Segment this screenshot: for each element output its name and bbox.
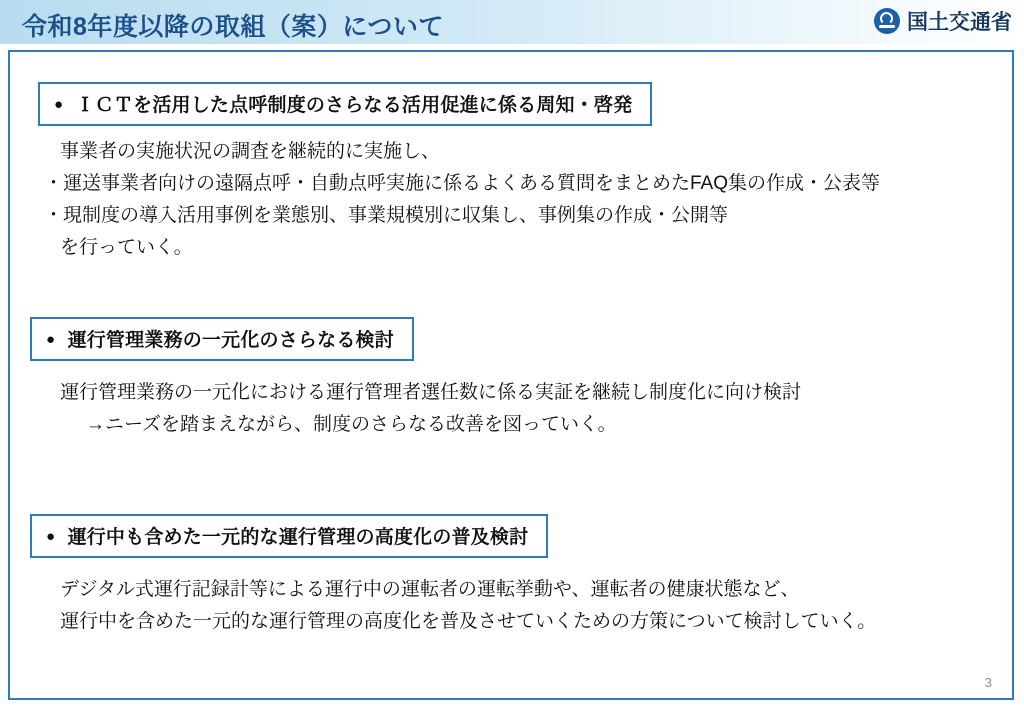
ministry-name: 国土交通省 [907, 11, 1012, 34]
section-body [38, 136, 880, 264]
section-heading-box [38, 82, 652, 126]
section-in-transit-management [30, 514, 876, 638]
body-line: ・運送事業者向けの遠隔点呼・自動点呼実施に係るよくある質問をまとめたFAQ集の作成・公表等 [44, 172, 881, 194]
bullet-icon: ● [54, 96, 64, 113]
section-body [30, 574, 876, 638]
section-ict-promotion [38, 82, 880, 264]
body-line: →ニーズを踏まえながら、制度のさらなる改善を図っていく。 [86, 413, 617, 435]
section-heading-box [30, 514, 548, 558]
content-frame [8, 50, 1014, 700]
slide-header [0, 0, 1024, 44]
section-heading-label: 運行中も含めた一元的な運行管理の高度化の普及検討 [67, 527, 529, 548]
body-line: 運行管理業務の一元化における運行管理者選任数に係る実証を継続し制度化に向け検討 [60, 382, 802, 403]
ministry-emblem-icon [874, 8, 900, 34]
section-heading-label: ＩＣＴを活用した点呼制度のさらなる活用促進に係る周知・啓発 [75, 95, 633, 116]
bullet-icon: ● [46, 331, 56, 348]
page-title: 令和8年度以降の取組（案）について [22, 13, 444, 41]
section-unified-operation-management [30, 317, 801, 441]
body-line: を行っていく。 [60, 236, 193, 258]
section-heading-label: 運行管理業務の一元化のさらなる検討 [67, 330, 394, 351]
body-line: 事業者の実施状況の調査を継続的に実施し、 [60, 141, 441, 162]
body-line: ・現制度の導入活用事例を業態別、事業規模別に収集し、事例集の作成・公開等 [44, 204, 729, 226]
section-body [30, 377, 801, 441]
bullet-icon: ● [46, 528, 56, 545]
ministry-logo [874, 6, 1012, 36]
body-line: 運行中を含めた一元的な運行管理の高度化を普及させていくための方策について検討していく。 [60, 610, 877, 632]
section-heading-box [30, 317, 414, 361]
body-line: デジタル式運行記録計等による運行中の運転者の運転挙動や、運転者の健康状態など、 [60, 579, 800, 600]
page-number: 3 [984, 675, 992, 690]
